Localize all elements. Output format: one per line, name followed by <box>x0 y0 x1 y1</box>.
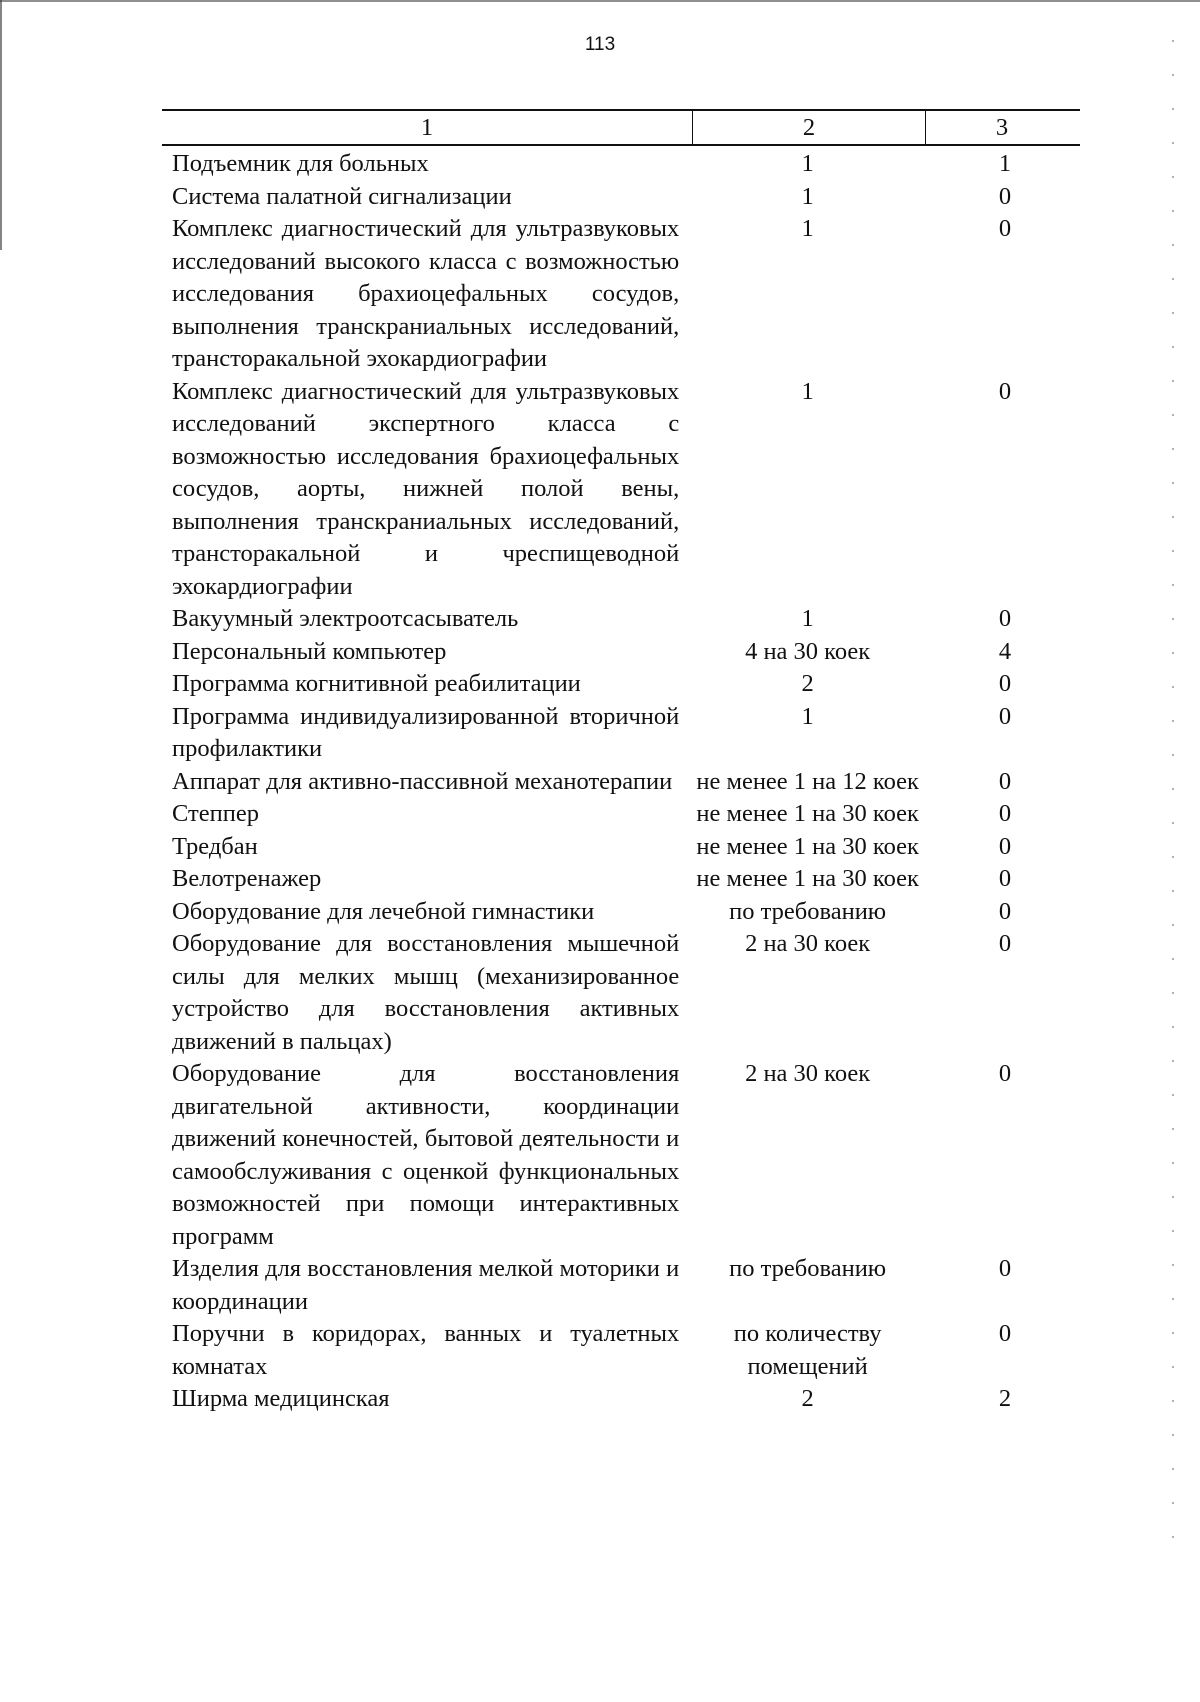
table-row <box>162 928 1080 1058</box>
column-3-cell: 1 <box>998 150 1012 177</box>
column-3-cell: 4 <box>998 637 1012 665</box>
table-row <box>162 636 1080 669</box>
quantity-cell: не менее 1 на 30 коек <box>696 832 919 860</box>
page-number: 113 <box>584 34 616 55</box>
table-header <box>162 109 1080 146</box>
column-header-2: 2 <box>693 111 926 144</box>
equipment-name-cell: Система палатной сигнализации <box>172 182 512 210</box>
column-header-1: 1 <box>162 111 693 144</box>
quantity-cell: не менее 1 на 12 коек <box>696 767 919 795</box>
table-row <box>162 701 1080 766</box>
column-3-cell: 0 <box>998 215 1012 242</box>
equipment-name-cell: Подъемник для больных <box>172 150 429 177</box>
quantity-cell: 1 <box>801 150 814 177</box>
table-row <box>162 181 1080 214</box>
table-row <box>162 863 1080 896</box>
equipment-name-cell: Комплекс диагностический для ультразвуковых исследований высокого класса с возможностью исследования брахиоцефальных сосудов, выполнения транскраниальных исследований, трансторакальной эхокардиографии <box>172 215 680 372</box>
column-header-3: 3 <box>995 114 1009 141</box>
quantity-cell: 1 <box>801 182 814 210</box>
equipment-name-cell: Персональный компьютер <box>172 637 447 665</box>
column-3-cell: 0 <box>998 182 1012 210</box>
equipment-name-cell: Аппарат для активно-пассивной механотерапии <box>172 767 673 795</box>
column-3-cell: 0 <box>998 897 1012 925</box>
equipment-name-cell: Поручни в коридорах, ванных и туалетных комнатах <box>172 1320 680 1380</box>
column-3-cell: 0 <box>998 1060 1012 1087</box>
column-3-cell: 0 <box>998 865 1012 892</box>
quantity-cell: 1 <box>801 702 814 730</box>
table-row <box>162 213 1080 376</box>
column-3-cell: 0 <box>998 832 1012 860</box>
quantity-cell: 2 <box>801 670 814 697</box>
column-3-cell: 0 <box>998 800 1012 827</box>
quantity-cell: по количеству помещений <box>733 1320 882 1380</box>
equipment-name-cell: Программа когнитивной реабилитации <box>172 670 581 697</box>
column-3-cell: 0 <box>998 930 1012 957</box>
column-3-cell: 0 <box>998 377 1012 405</box>
table-row <box>162 376 1080 604</box>
equipment-name-cell: Велотренажер <box>172 865 322 892</box>
column-3-cell: 0 <box>998 702 1012 730</box>
scan-marks <box>1172 40 1174 1560</box>
quantity-cell: 1 <box>801 215 814 242</box>
equipment-name-cell: Ширма медицинская <box>172 1385 390 1412</box>
quantity-cell: 1 <box>801 377 814 405</box>
equipment-name-cell: Тредбан <box>172 832 258 860</box>
quantity-cell: 4 на 30 коек <box>745 637 871 665</box>
equipment-name-cell: Программа индивидуализированной вторичной профилактики <box>172 702 680 762</box>
table-row <box>162 1318 1080 1383</box>
table-row <box>162 831 1080 864</box>
column-3-cell: 0 <box>998 605 1012 632</box>
table-row <box>162 896 1080 929</box>
quantity-cell: по требованию <box>729 897 887 925</box>
table-row <box>162 798 1080 831</box>
quantity-cell: 2 на 30 коек <box>745 1060 871 1087</box>
quantity-cell: по требованию <box>729 1255 887 1282</box>
equipment-name-cell: Изделия для восстановления мелкой моторики и координации <box>172 1255 680 1315</box>
column-3-cell: 0 <box>998 1320 1012 1347</box>
table-row <box>162 148 1080 181</box>
table-row <box>162 603 1080 636</box>
column-3-cell: 0 <box>998 670 1012 697</box>
table-row <box>162 766 1080 799</box>
table-body <box>162 146 1080 1416</box>
equipment-name-cell: Оборудование для лечебной гимнастики <box>172 897 595 925</box>
quantity-cell: не менее 1 на 30 коек <box>696 800 919 827</box>
column-3-cell: 2 <box>998 1385 1012 1412</box>
equipment-name-cell: Вакуумный электроотсасыватель <box>172 605 519 632</box>
table-row <box>162 668 1080 701</box>
equipment-name-cell: Оборудование для восстановления мышечной силы для мелких мышц (механизированное устройство для восстановления активных движений в пальцах) <box>172 930 680 1055</box>
table-row <box>162 1253 1080 1318</box>
quantity-cell: не менее 1 на 30 коек <box>696 865 919 892</box>
quantity-cell: 2 на 30 коек <box>745 930 871 957</box>
quantity-cell: 1 <box>801 605 814 632</box>
column-3-cell: 0 <box>998 767 1012 795</box>
equipment-name-cell: Степпер <box>172 800 259 827</box>
equipment-name-cell: Комплекс диагностический для ультразвуковых исследований экспертного класса с возможностью исследования брахиоцефальных сосудов, аорты, нижней полой вены, выполнения транскраниальных исследований, трансторакальной и чреспищеводной эхокардиографии <box>172 377 680 600</box>
scan-edge-top <box>0 0 1200 2</box>
equipment-table <box>162 109 1080 1416</box>
equipment-name-cell: Оборудование для восстановления двигательной активности, координации движений конечностей, бытовой деятельности и самообслуживания с оценкой функциональных возможностей при помощи интерактивных программ <box>172 1060 680 1250</box>
quantity-cell: 2 <box>801 1385 814 1412</box>
table-row <box>162 1058 1080 1253</box>
table-row <box>162 1383 1080 1416</box>
column-3-cell: 0 <box>998 1255 1012 1282</box>
